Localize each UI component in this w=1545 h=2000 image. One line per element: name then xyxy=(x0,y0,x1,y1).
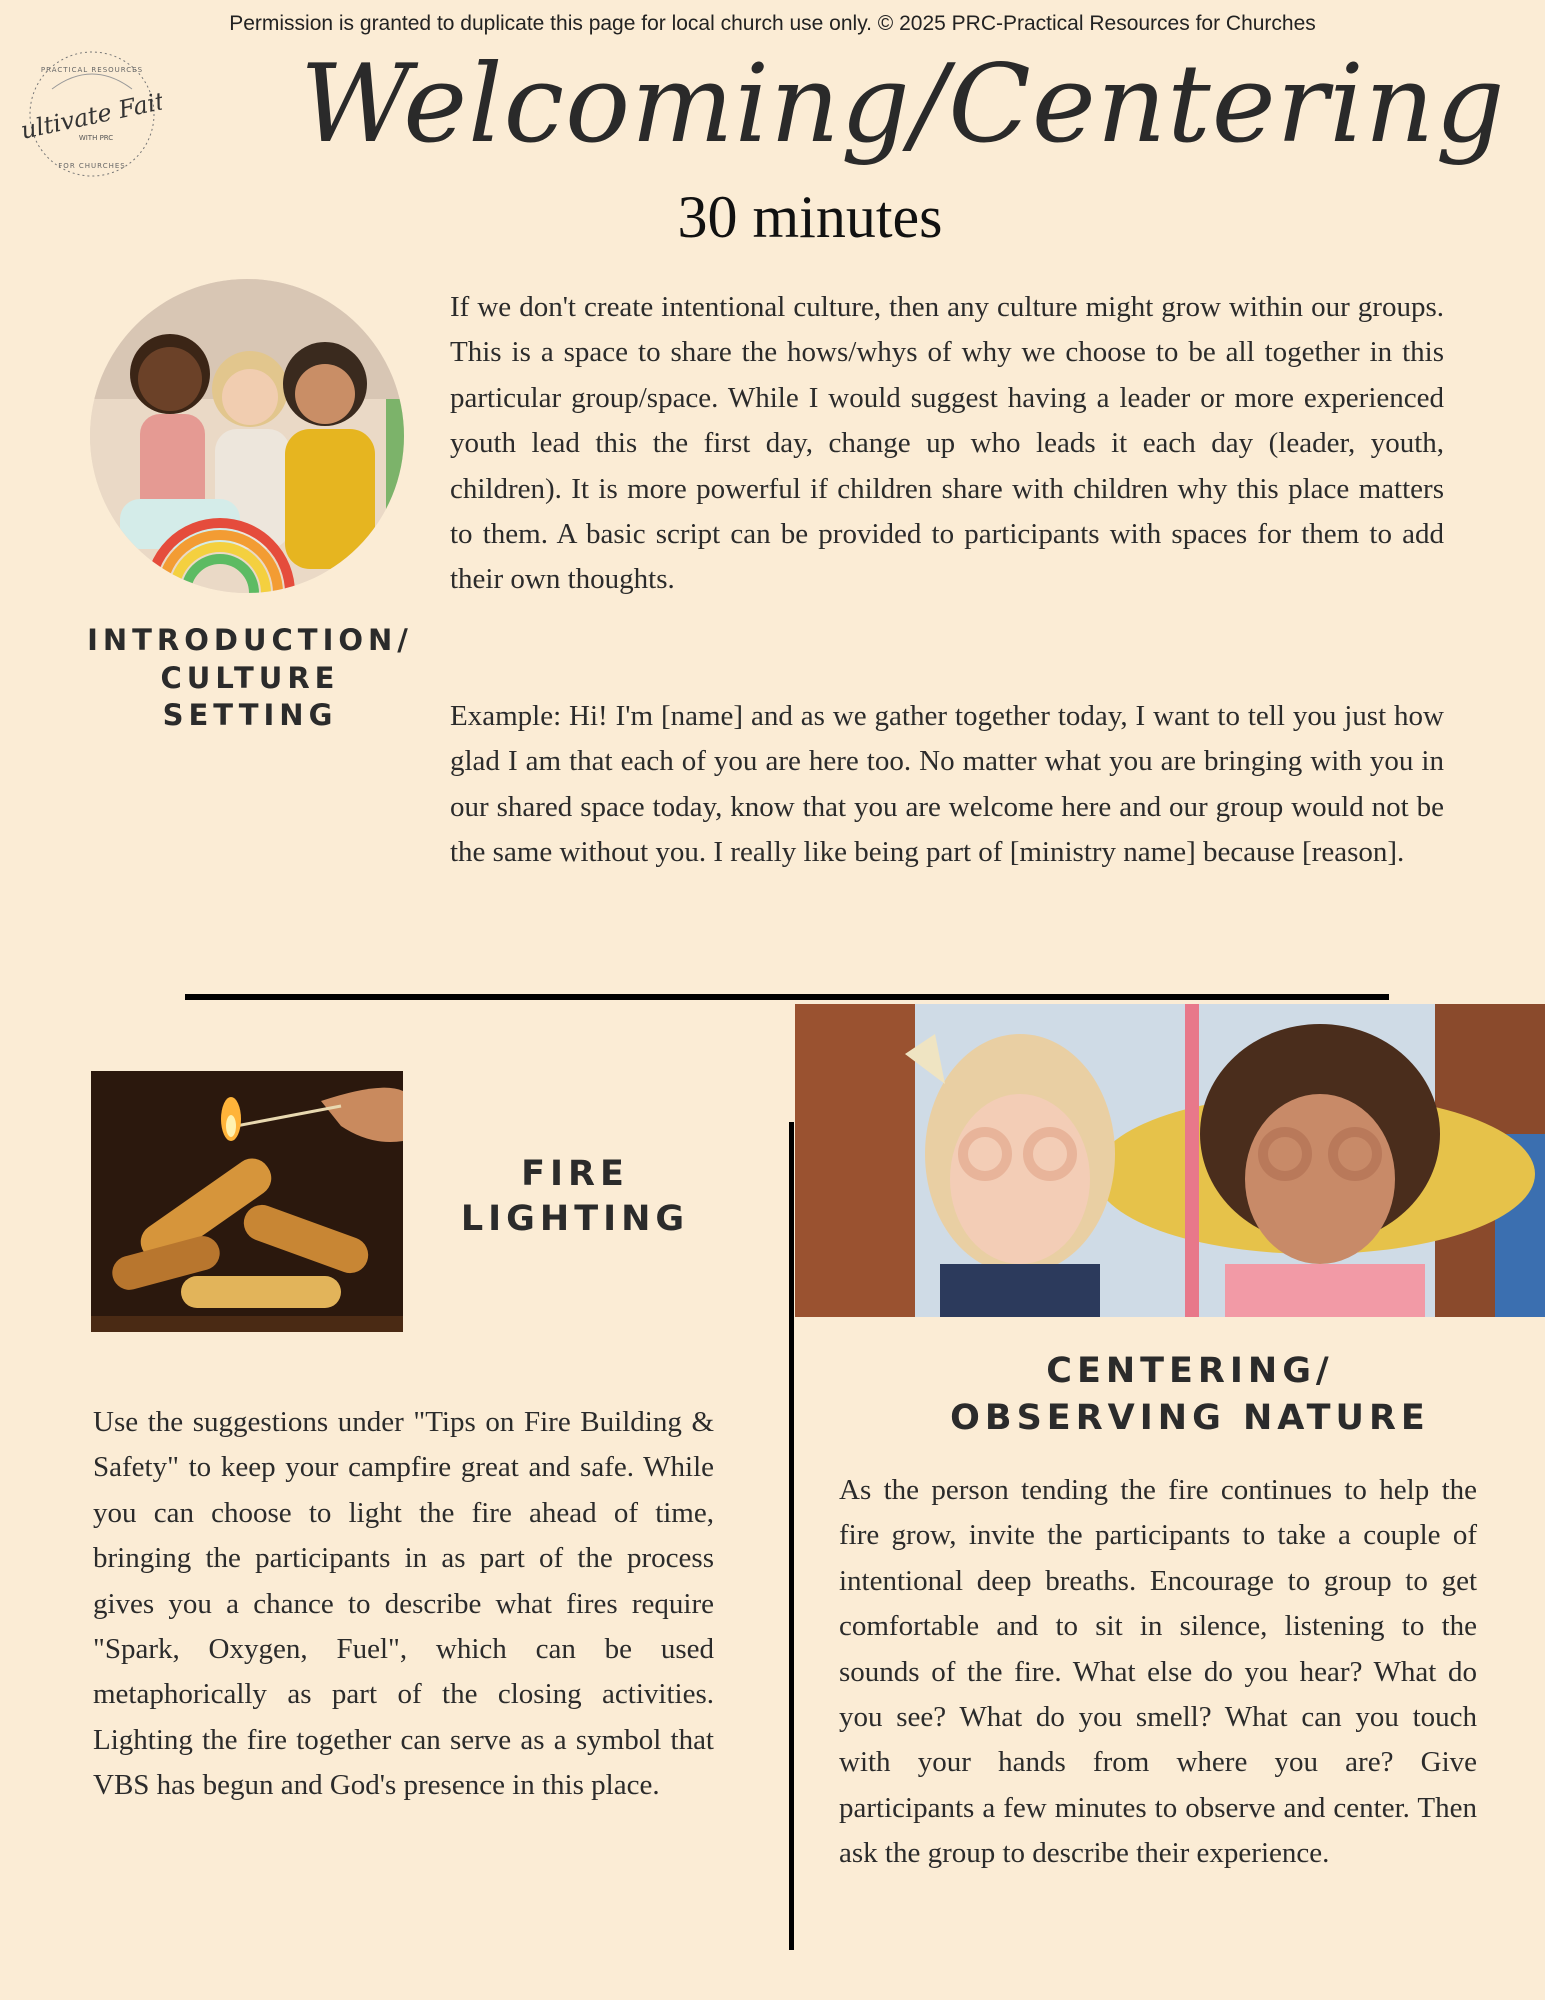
centering-paragraph: As the person tending the fire continues to help the fire grow, invite the participants to take a couple of intentional deep breaths. Encourage to group to get comfortable and to sit in silence, listening to the sounds of the fire. What else do you hear? What do you see? What do you smell? What can you touch with your hands from where you are? Give participants a few minutes to observe and center. Then ask the group to describe their experience. xyxy=(839,1474,1477,1870)
logo-sub: WITH PRC xyxy=(78,134,114,142)
introduction-example-paragraph: Example: Hi! I'm [name] and as we gather together today, I want to tell you just how glad I am that each of you are here too. No matter what you are bringing with you in our shared space today, know that you are welcome here and our group would not be the same without you. I really like being part of [ministry name] because [reason]. xyxy=(450,700,1444,869)
cultivate-faith-logo xyxy=(22,44,162,184)
duration-subtitle: 30 minutes xyxy=(677,184,943,250)
fire-lighting-paragraph: Use the suggestions under "Tips on Fire Building & Safety" to keep your campfire great and safe. While you can choose to light the fire ahead of time, bringing the participants in as part of the process gives you a chance to describe what fires require "Spark, Oxygen, Fuel", which can be used metaphorically as part of the closing activities. Lighting the fire together can serve as a symbol that VBS has begun and God's presence in this place. xyxy=(93,1406,714,1802)
introduction-heading-line1: INTRODUCTION/ xyxy=(87,623,413,657)
introduction-heading xyxy=(80,622,420,735)
children-looking-through-hands-photo xyxy=(795,1004,1545,1317)
fire-lighting-photo xyxy=(91,1071,403,1332)
fire-lighting-heading-line2: LIGHTING xyxy=(460,1199,690,1239)
permission-notice: Permission is granted to duplicate this page for local church use only. © 2025 PRC-Practical Resources for Churches xyxy=(229,12,1316,35)
logo-script: Cultivate Faith xyxy=(22,83,162,149)
page-title: Welcoming/Centering xyxy=(300,42,1506,167)
centering-heading-line2: OBSERVING NATURE xyxy=(950,1398,1430,1438)
centering-heading-line1: CENTERING/ xyxy=(1046,1351,1334,1391)
introduction-paragraph: If we don't create intentional culture, then any culture might grow within our groups. This is a space to share the hows/whys of why we choose to be all together in this particular group/space. While I would suggest having a leader or more experienced youth lead this the first day, change up who leads it each day (leader, youth, children). It is more powerful if children share with children why this place matters to them. A basic script can be provided to participants with spaces for them to add their own thoughts. xyxy=(450,291,1444,596)
logo-arc-top: PRACTICAL RESOURCES xyxy=(40,66,144,74)
section-divider-horizontal xyxy=(185,994,1389,1000)
introduction-heading-line2: CULTURE SETTING xyxy=(160,660,340,733)
centering-heading xyxy=(900,1348,1480,1442)
children-smiling-photo xyxy=(90,279,404,593)
logo-arc-bottom: FOR CHURCHES xyxy=(58,162,126,170)
fire-lighting-heading-line1: FIRE xyxy=(521,1154,629,1194)
fire-lighting-heading xyxy=(440,1152,710,1242)
section-divider-vertical xyxy=(789,1122,794,1950)
